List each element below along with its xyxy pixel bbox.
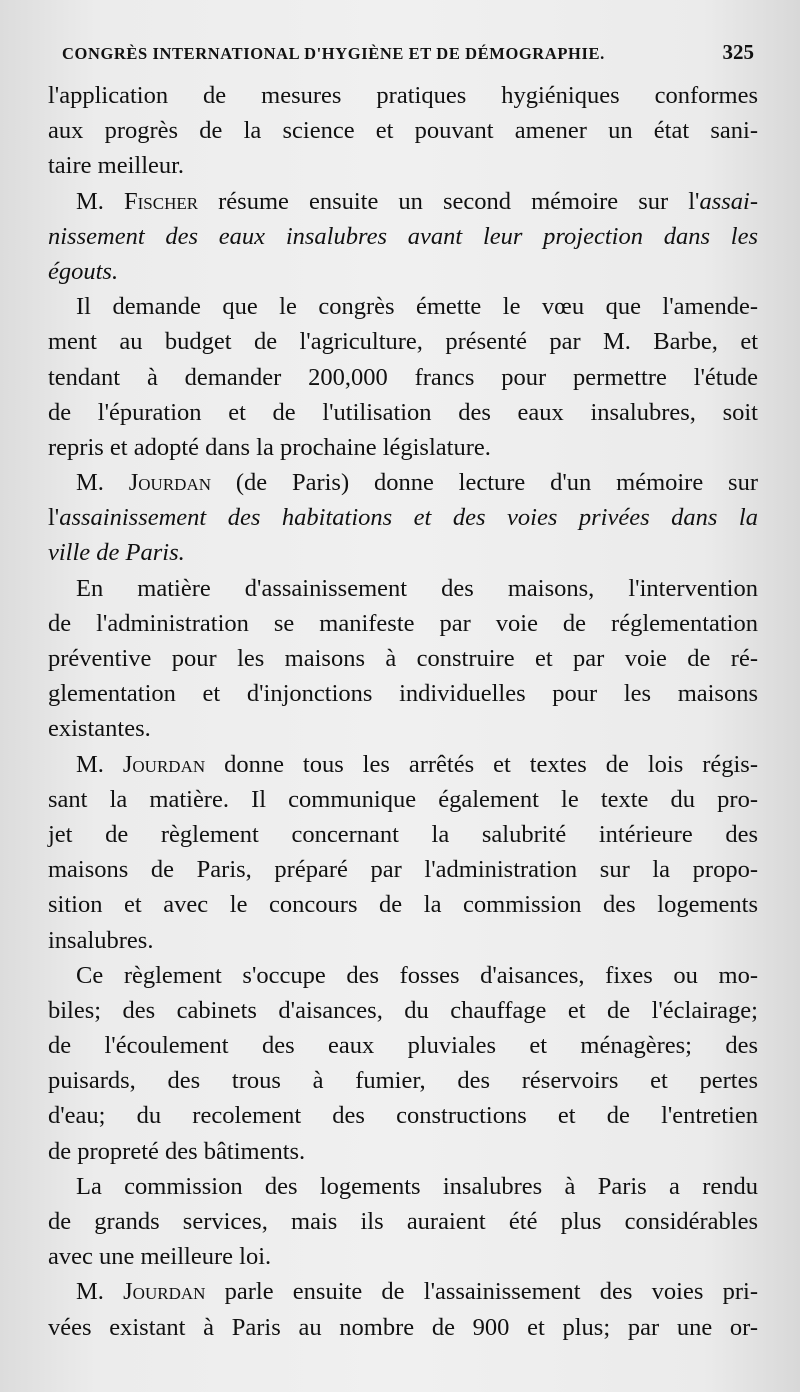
text-run: M. [76, 1278, 124, 1306]
text-line: glementation et d'injonctions individuelles pour les maisons [48, 680, 758, 708]
text-line: puisards, des trous à fumier, des réservoirs et pertes [48, 1067, 758, 1095]
text-run: donne tous les arrêtés et textes de lois régis- [205, 750, 758, 778]
author-name: Jourdan [123, 1278, 206, 1306]
text-line: tendant à demander 200,000 francs pour permettre l'étude [48, 363, 758, 391]
text-line: avec une meilleure loi. [48, 1243, 272, 1271]
text-line: En matière d'assainissement des maisons, l'intervention [76, 574, 758, 602]
text-line: de l'épuration et de l'utilisation des eaux insalubres, soit [48, 398, 758, 426]
text-line [48, 465, 758, 500]
text-line: l'application de mesures pratiques hygiéniques conformes [48, 82, 758, 109]
text-run: l' [48, 504, 60, 532]
author-name: Jourdan [128, 469, 212, 497]
text-line: biles; des cabinets d'aisances, du chauffage et de l'éclairage; [48, 996, 758, 1024]
text-line [48, 500, 758, 535]
text-line: La commission des logements insalubres à Paris a rendu [76, 1172, 758, 1200]
text-line: aux progrès de la science et pouvant amener un état sani- [48, 117, 758, 145]
text-line: Ce règlement s'occupe des fosses d'aisances, fixes ou mo- [76, 961, 758, 989]
page-number: 325 [722, 40, 754, 64]
text-line: de propreté des bâtiments. [48, 1137, 306, 1165]
text-line: sition et avec le concours de la commission des logements [48, 891, 758, 919]
text-line: taire meilleur. [48, 152, 185, 180]
italic-text: assainissement des habitations et des voies privées dans la [59, 504, 758, 532]
text-run: résume ensuite un second mémoire sur l' [198, 187, 700, 215]
text-run: M. [76, 187, 124, 215]
text-line: repris et adopté dans la prochaine législature. [48, 433, 491, 461]
running-title: CONGRÈS INTERNATIONAL D'HYGIÈNE ET DE DÉMOGRAPHIE. [62, 44, 605, 63]
text-run: parle ensuite de l'assainissement des voies pri- [205, 1278, 758, 1306]
text-line: égouts. [48, 257, 119, 285]
text-line: sant la matière. Il communique également le texte du pro- [48, 785, 758, 813]
text-line: nissement des eaux insalubres avant leur projection dans les [48, 222, 758, 250]
author-name: Jourdan [122, 750, 206, 778]
text-line [48, 184, 758, 219]
text-line: jet de règlement concernant la salubrité intérieure des [48, 820, 758, 848]
text-line: maisons de Paris, préparé par l'administration sur la propo- [48, 856, 758, 884]
text-line [48, 1274, 758, 1309]
text-run: (de Paris) donne lecture d'un mémoire sur [211, 469, 758, 497]
text-line: d'eau; du recolement des constructions et de l'entretien [48, 1102, 758, 1130]
author-name: Fischer [123, 187, 199, 215]
text-run: M. [76, 750, 123, 778]
text-line: insalubres. [48, 926, 154, 954]
text-line: vées existant à Paris au nombre de 900 et plus; par une or- [48, 1313, 758, 1341]
text-line: préventive pour les maisons à construire et par voie de ré- [48, 645, 758, 672]
text-run: M. [76, 469, 129, 497]
text-line: de grands services, mais ils auraient été plus considérables [48, 1208, 758, 1235]
body-text [48, 78, 758, 1345]
text-line: de l'administration se manifeste par voie de réglementation [48, 609, 758, 637]
text-line: ment au budget de l'agriculture, présenté par M. Barbe, et [48, 328, 758, 356]
italic-text: assai- [699, 187, 758, 215]
text-line: ville de Paris. [48, 539, 185, 567]
page-header [62, 40, 754, 70]
text-line [48, 747, 758, 782]
text-line: existantes. [48, 715, 151, 743]
text-line: Il demande que le congrès émette le vœu que l'amende- [76, 293, 758, 321]
text-line: de l'écoulement des eaux pluviales et ménagères; des [48, 1032, 758, 1060]
